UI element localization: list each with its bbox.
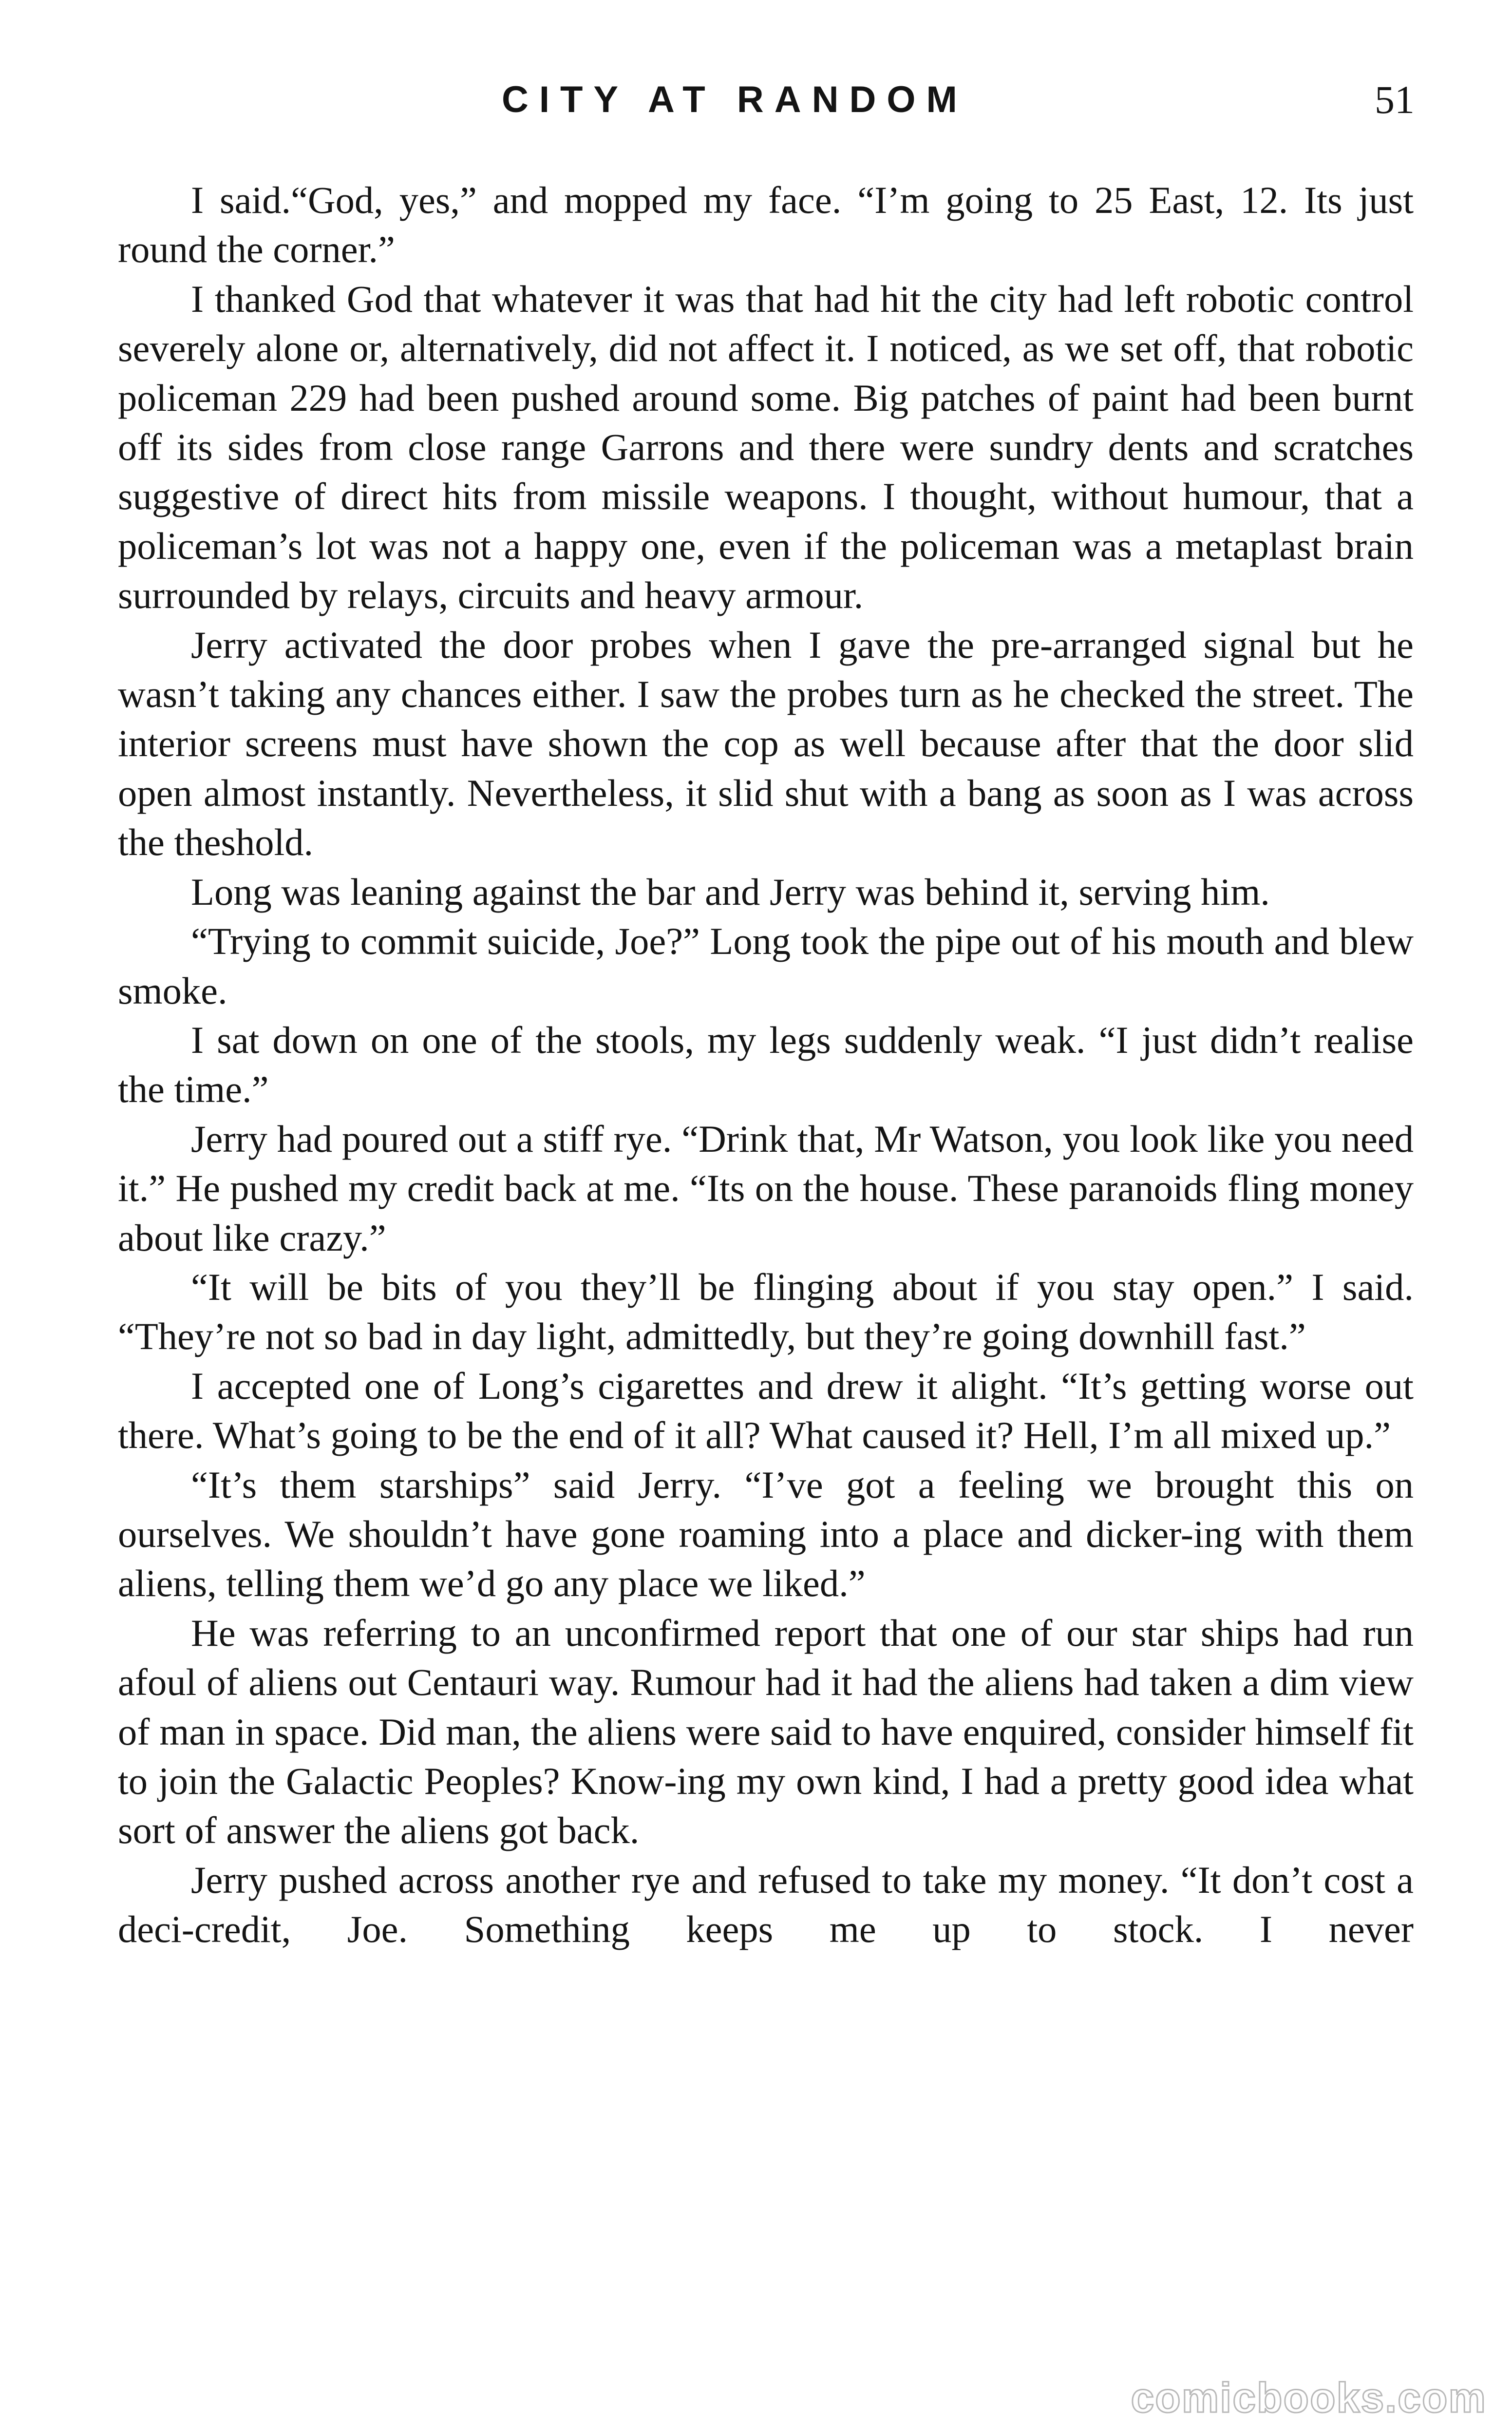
paragraph: Jerry had poured out a stiff rye. “Drink that, Mr Watson, you look like you need it.” He pushed my credit back at me. “Its on the house. These paranoids fling money about like crazy.”: [118, 1117, 1414, 1259]
paragraph: I said.“God, yes,” and mopped my face. “I’m going to 25 East, 12. Its just round the corner.”: [118, 179, 1414, 271]
paragraph: Jerry pushed across another rye and refused to take my money. “It don’t cost a deci-credit, Joe. Something keeps me up to stock. I never: [118, 1858, 1414, 1951]
paragraph: I sat down on one of the stools, my legs suddenly weak. “I just didn’t realise the time.”: [118, 1018, 1414, 1111]
paragraph: I thanked God that whatever it was that had hit the city had left robotic control severely alone or, alternatively, did not affect it. I noticed, as we set off, that robotic policeman 229 had been pushed around some. Big patches of paint had been burnt off its sides from close range Garrons and there were sundry dents and scratches suggestive of direct hits from missile weapons. I thought, without humour, that a policeman’s lot was not a happy one, even if the policeman was a metaplast brain surrounded by relays, circuits and heavy armour.: [118, 277, 1414, 617]
watermark: comicbooks.com: [1131, 2375, 1487, 2421]
paragraph: Long was leaning against the bar and Jerry was behind it, serving him.: [191, 870, 1270, 913]
paragraph: “It will be bits of you they’ll be flinging about if you stay open.” I said. “They’re not so bad in day light, admittedly, but they’re going downhill fast.”: [118, 1265, 1414, 1358]
paragraph: He was referring to an unconfirmed report that one of our star ships had run afoul of aliens out Centauri way. Rumour had it had the aliens had taken a dim view of man in space. Did man, the aliens were said to have enquired, consider himself fit to join the Galactic Peoples? Know-ing my own kind, I had a pretty good idea what sort of answer the aliens got back.: [118, 1611, 1414, 1852]
running-header: [0, 73, 1512, 127]
running-title: CITY AT RANDOM: [502, 79, 968, 120]
paragraph: “Trying to commit suicide, Joe?” Long took the pipe out of his mouth and blew smoke.: [118, 920, 1414, 1012]
paragraph: “It’s them starships” said Jerry. “I’ve got a feeling we brought this on ourselves. We shouldn’t have gone roaming into a place and dicker-ing with them aliens, telling them we’d go any place we liked.”: [118, 1463, 1414, 1605]
body-text: [118, 175, 1414, 1954]
paragraph: I accepted one of Long’s cigarettes and drew it alight. “It’s getting worse out there. What’s going to be the end of it all? What caused it? Hell, I’m all mixed up.”: [118, 1364, 1414, 1457]
paragraph: Jerry activated the door probes when I gave the pre-arranged signal but he wasn’t taking any chances either. I saw the probes turn as he checked the street. The interior screens must have shown the cop as well because after that the door slid open almost instantly. Nevertheless, it slid shut with a bang as soon as I was across the theshold.: [118, 623, 1414, 864]
page-number: 51: [1375, 77, 1415, 122]
